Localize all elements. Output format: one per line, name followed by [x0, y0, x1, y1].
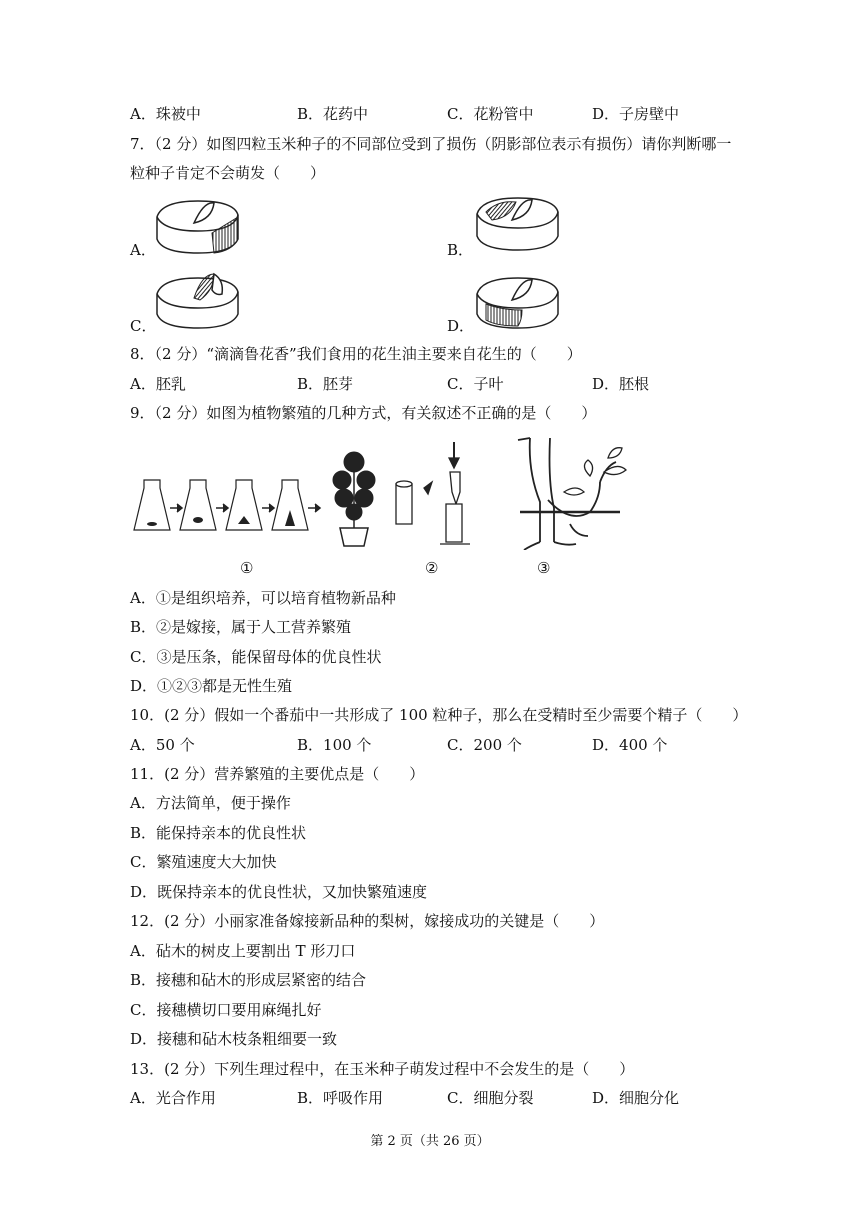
q11-stem: 11．(2 分）营养繁殖的主要优点是（ ） [130, 765, 425, 783]
q12-option-a: A．砧木的树皮上要割出 T 形刀口 [130, 942, 356, 960]
q9-fig-label-1: ① [240, 559, 254, 577]
q13-option-a: A．光合作用 [130, 1089, 216, 1107]
q13-stem: 13．(2 分）下列生理过程中，在玉米种子萌发过程中不会发生的是（ ） [130, 1060, 635, 1078]
q9-option-b: B．②是嫁接，属于人工营养繁殖 [130, 618, 352, 636]
q9-stem: 9．（2 分）如图为植物繁殖的几种方式，有关叙述不正确的是（ ） [130, 404, 597, 422]
q7-label-b: B． [447, 241, 474, 259]
q6-option-b: B．花药中 [297, 105, 369, 123]
q9-propagation-figure [130, 432, 650, 550]
q9-fig-label-2: ② [425, 559, 439, 577]
q7-stem-line1: 7．（2 分）如图四粒玉米种子的不同部位受到了损伤（阴影部位表示有损伤）请你判断哪一 [130, 135, 732, 153]
q11-option-a: A．方法简单，便于操作 [130, 794, 291, 812]
q12-stem: 12．(2 分）小丽家准备嫁接新品种的梨树，嫁接成功的关键是（ ） [130, 912, 605, 930]
q10-option-b: B．100 个 [297, 736, 372, 754]
q8-option-a: A．胚乳 [130, 375, 186, 393]
q8-stem: 8．（2 分）“滴滴鲁花香”我们食用的花生油主要来自花生的（ ） [130, 345, 582, 363]
q13-option-b: B．呼吸作用 [297, 1089, 384, 1107]
q12-option-c: C．接穗横切口要用麻绳扎好 [130, 1001, 322, 1019]
q7-seed-a-image [152, 195, 244, 259]
q7-label-c: C． [130, 317, 157, 335]
q10-option-d: D．400 个 [592, 736, 668, 754]
q6-option-c: C．花粉管中 [447, 105, 534, 123]
q10-option-a: A．50 个 [130, 736, 195, 754]
q7-seed-d-image [472, 268, 564, 334]
q12-option-b: B．接穗和砧木的形成层紧密的结合 [130, 971, 367, 989]
q9-option-d: D．①②③都是无性生殖 [130, 677, 293, 695]
q10-option-c: C．200 个 [447, 736, 522, 754]
q11-option-d: D．既保持亲本的优良性状，又加快繁殖速度 [130, 883, 428, 901]
q10-stem: 10．(2 分）假如一个番茄中一共形成了 100 粒种子，那么在受精时至少需要个精子（ ） [130, 706, 748, 724]
q9-fig-label-3: ③ [537, 559, 551, 577]
q11-option-b: B．能保持亲本的优良性状 [130, 824, 307, 842]
q12-option-d: D．接穗和砧木枝条粗细要一致 [130, 1030, 338, 1048]
q7-seed-b-image [472, 192, 564, 258]
q7-label-a: A． [130, 241, 156, 259]
q8-option-b: B．胚芽 [297, 375, 354, 393]
q7-label-d: D． [447, 317, 475, 335]
q6-option-d: D．子房壁中 [592, 105, 680, 123]
q11-option-c: C．繁殖速度大大加快 [130, 853, 277, 871]
q13-option-d: D．细胞分化 [592, 1089, 680, 1107]
q6-option-a: A．珠被中 [130, 105, 201, 123]
q7-seed-c-image [152, 268, 244, 334]
q8-option-d: D．胚根 [592, 375, 650, 393]
q7-stem-line2: 粒种子肯定不会萌发（ ） [130, 164, 326, 182]
q9-option-c: C．③是压条，能保留母体的优良性状 [130, 648, 382, 666]
q13-option-c: C．细胞分裂 [447, 1089, 534, 1107]
page-footer: 第 2 页（共 26 页） [370, 1134, 490, 1149]
q8-option-c: C．子叶 [447, 375, 504, 393]
q9-option-a: A．①是组织培养，可以培育植物新品种 [130, 589, 396, 607]
